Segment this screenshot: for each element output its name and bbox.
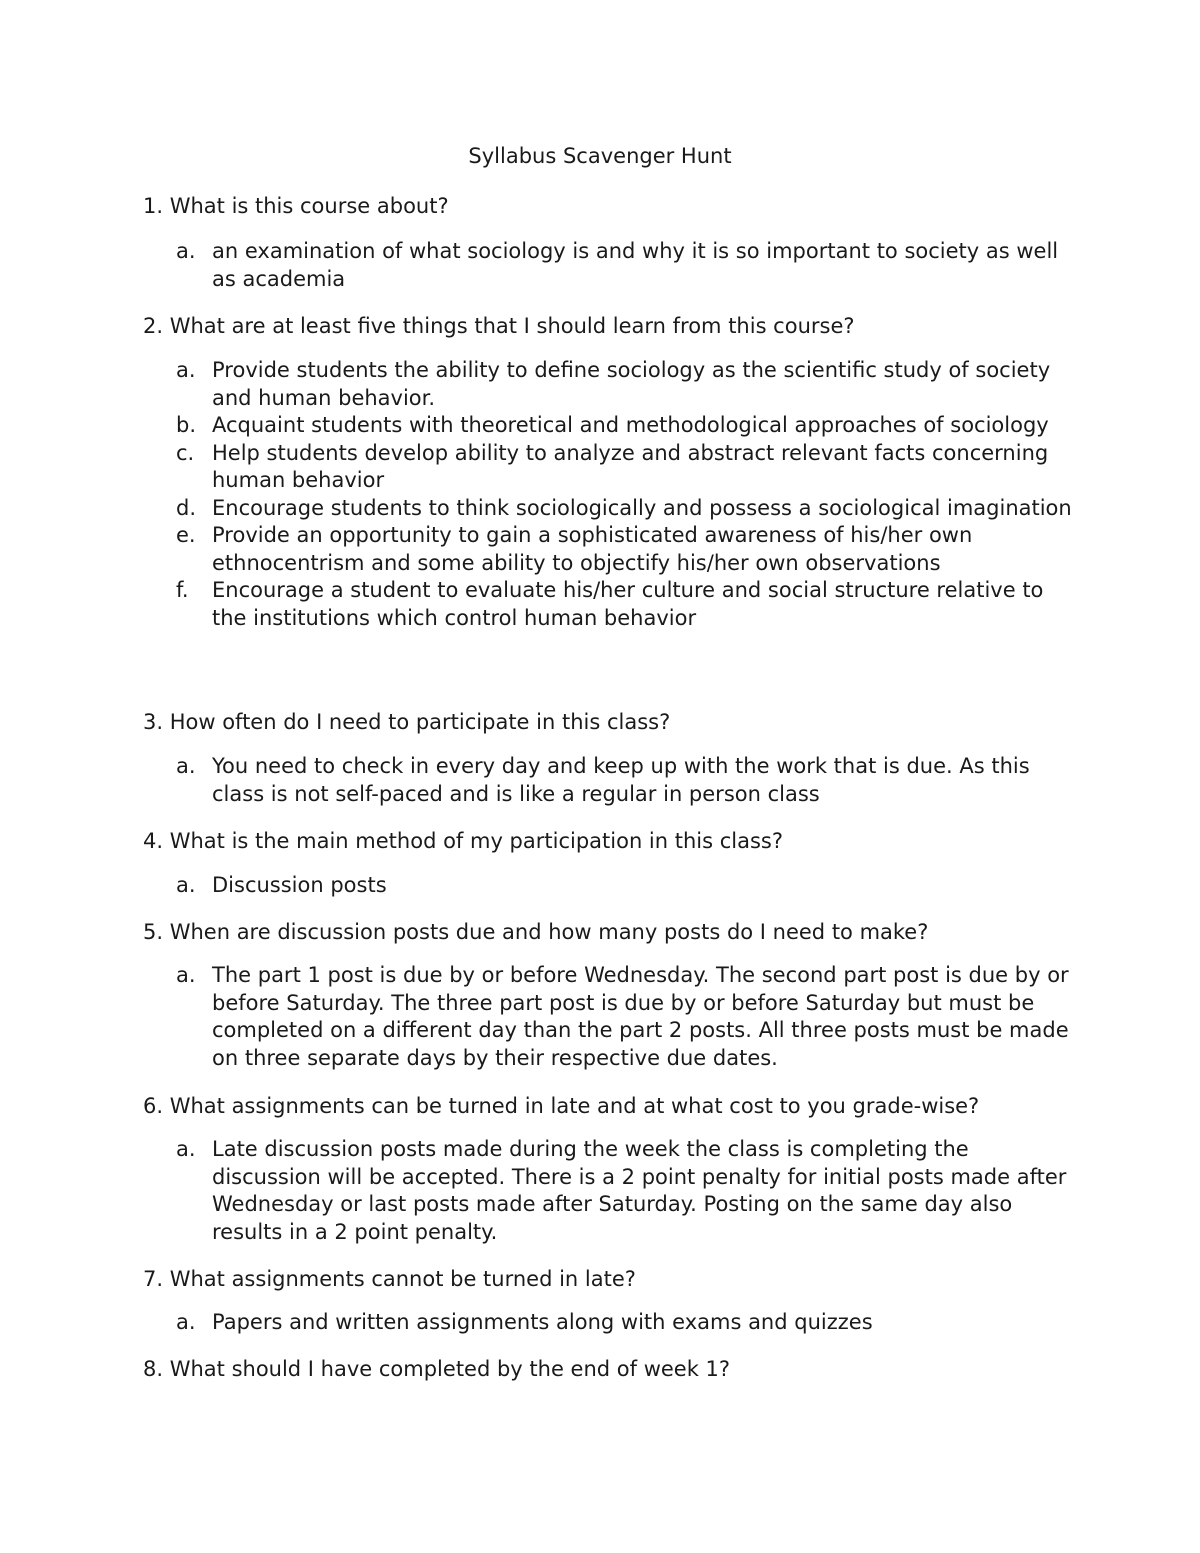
answer-list-2	[176, 357, 1076, 632]
question-2: 2. What are at least five things that I should learn from this course?	[143, 314, 855, 338]
answer-text: Late discussion posts made during the week the class is completing the discussion will be accepted. There is a 2 point penalty for initial posts made after Wednesday or last posts made after Saturday. Posting on the same day also results in a 2 point penalty.	[212, 1137, 1067, 1244]
answer-item	[176, 357, 1076, 412]
answer-list-3	[176, 753, 1076, 808]
answer-marker: a.	[176, 754, 196, 778]
answer-item	[176, 753, 1076, 808]
question-7: 7. What assignments cannot be turned in late?	[143, 1267, 636, 1291]
answer-text: Encourage students to think sociologically and possess a sociological imagination	[212, 495, 1072, 520]
answer-marker: a.	[176, 358, 196, 382]
answer-list-1	[176, 238, 1076, 293]
answer-marker: a.	[176, 1137, 196, 1161]
answer-item	[176, 1309, 1076, 1337]
answer-item	[176, 522, 1076, 577]
answer-text: an examination of what sociology is and why it is so important to society as well as academia	[212, 239, 1059, 291]
answer-text: Acquaint students with theoretical and methodological approaches of sociology	[212, 413, 1049, 437]
answer-text: The part 1 post is due by or before Wednesday. The second part post is due by or before Saturday. The three part post is due by or before Saturday but must be completed on a different day than the part 2 posts. All three posts must be made on three separate days by their respective due dates.	[212, 963, 1069, 1070]
answer-marker: e.	[176, 523, 196, 547]
answer-marker: f.	[176, 578, 189, 602]
question-3: 3. How often do I need to participate in this class?	[143, 710, 671, 734]
answer-text: Discussion posts	[212, 873, 387, 897]
answer-item	[176, 412, 1076, 440]
answer-text: You need to check in every day and keep up with the work that is due. As this class is not self-paced and is like a regular in person class	[212, 754, 1030, 806]
answer-list-4	[176, 872, 1076, 900]
answer-text: Provide an opportunity to gain a sophisticated awareness of his/her own ethnocentrism and some ability to objectify his/her own observations	[212, 523, 973, 575]
answer-list-5	[176, 962, 1076, 1072]
answer-text: Encourage a student to evaluate his/her culture and social structure relative to the institutions which control human behavior	[212, 578, 1044, 630]
answer-item	[176, 962, 1076, 1072]
answer-text: Papers and written assignments along with exams and quizzes	[212, 1310, 873, 1334]
answer-marker: b.	[176, 413, 197, 437]
answer-item	[176, 577, 1076, 632]
answer-list-6	[176, 1136, 1076, 1246]
answer-item	[176, 495, 1076, 523]
answer-list-7	[176, 1309, 1076, 1337]
question-6: 6. What assignments can be turned in late and at what cost to you grade-wise?	[143, 1094, 980, 1118]
question-4: 4. What is the main method of my participation in this class?	[143, 829, 784, 853]
question-1: 1. What is this course about?	[143, 194, 449, 218]
answer-item	[176, 872, 1076, 900]
answer-item	[176, 440, 1076, 495]
question-5: 5. When are discussion posts due and how many posts do I need to make?	[143, 920, 929, 944]
question-8: 8. What should I have completed by the end of week 1?	[143, 1357, 731, 1381]
answer-text: Provide students the ability to define sociology as the scientific study of society and human behavior.	[212, 358, 1051, 410]
answer-marker: a.	[176, 239, 196, 263]
answer-marker: d.	[176, 495, 197, 520]
answer-marker: a.	[176, 1310, 196, 1334]
document-title: Syllabus Scavenger Hunt	[468, 144, 732, 168]
answer-text: Help students develop ability to analyze and abstract relevant facts concerning human behavior	[212, 440, 1049, 492]
answer-marker: a.	[176, 873, 196, 897]
answer-marker: a.	[176, 963, 196, 987]
answer-item	[176, 238, 1076, 293]
answer-marker: c.	[176, 440, 195, 465]
answer-item	[176, 1136, 1076, 1246]
